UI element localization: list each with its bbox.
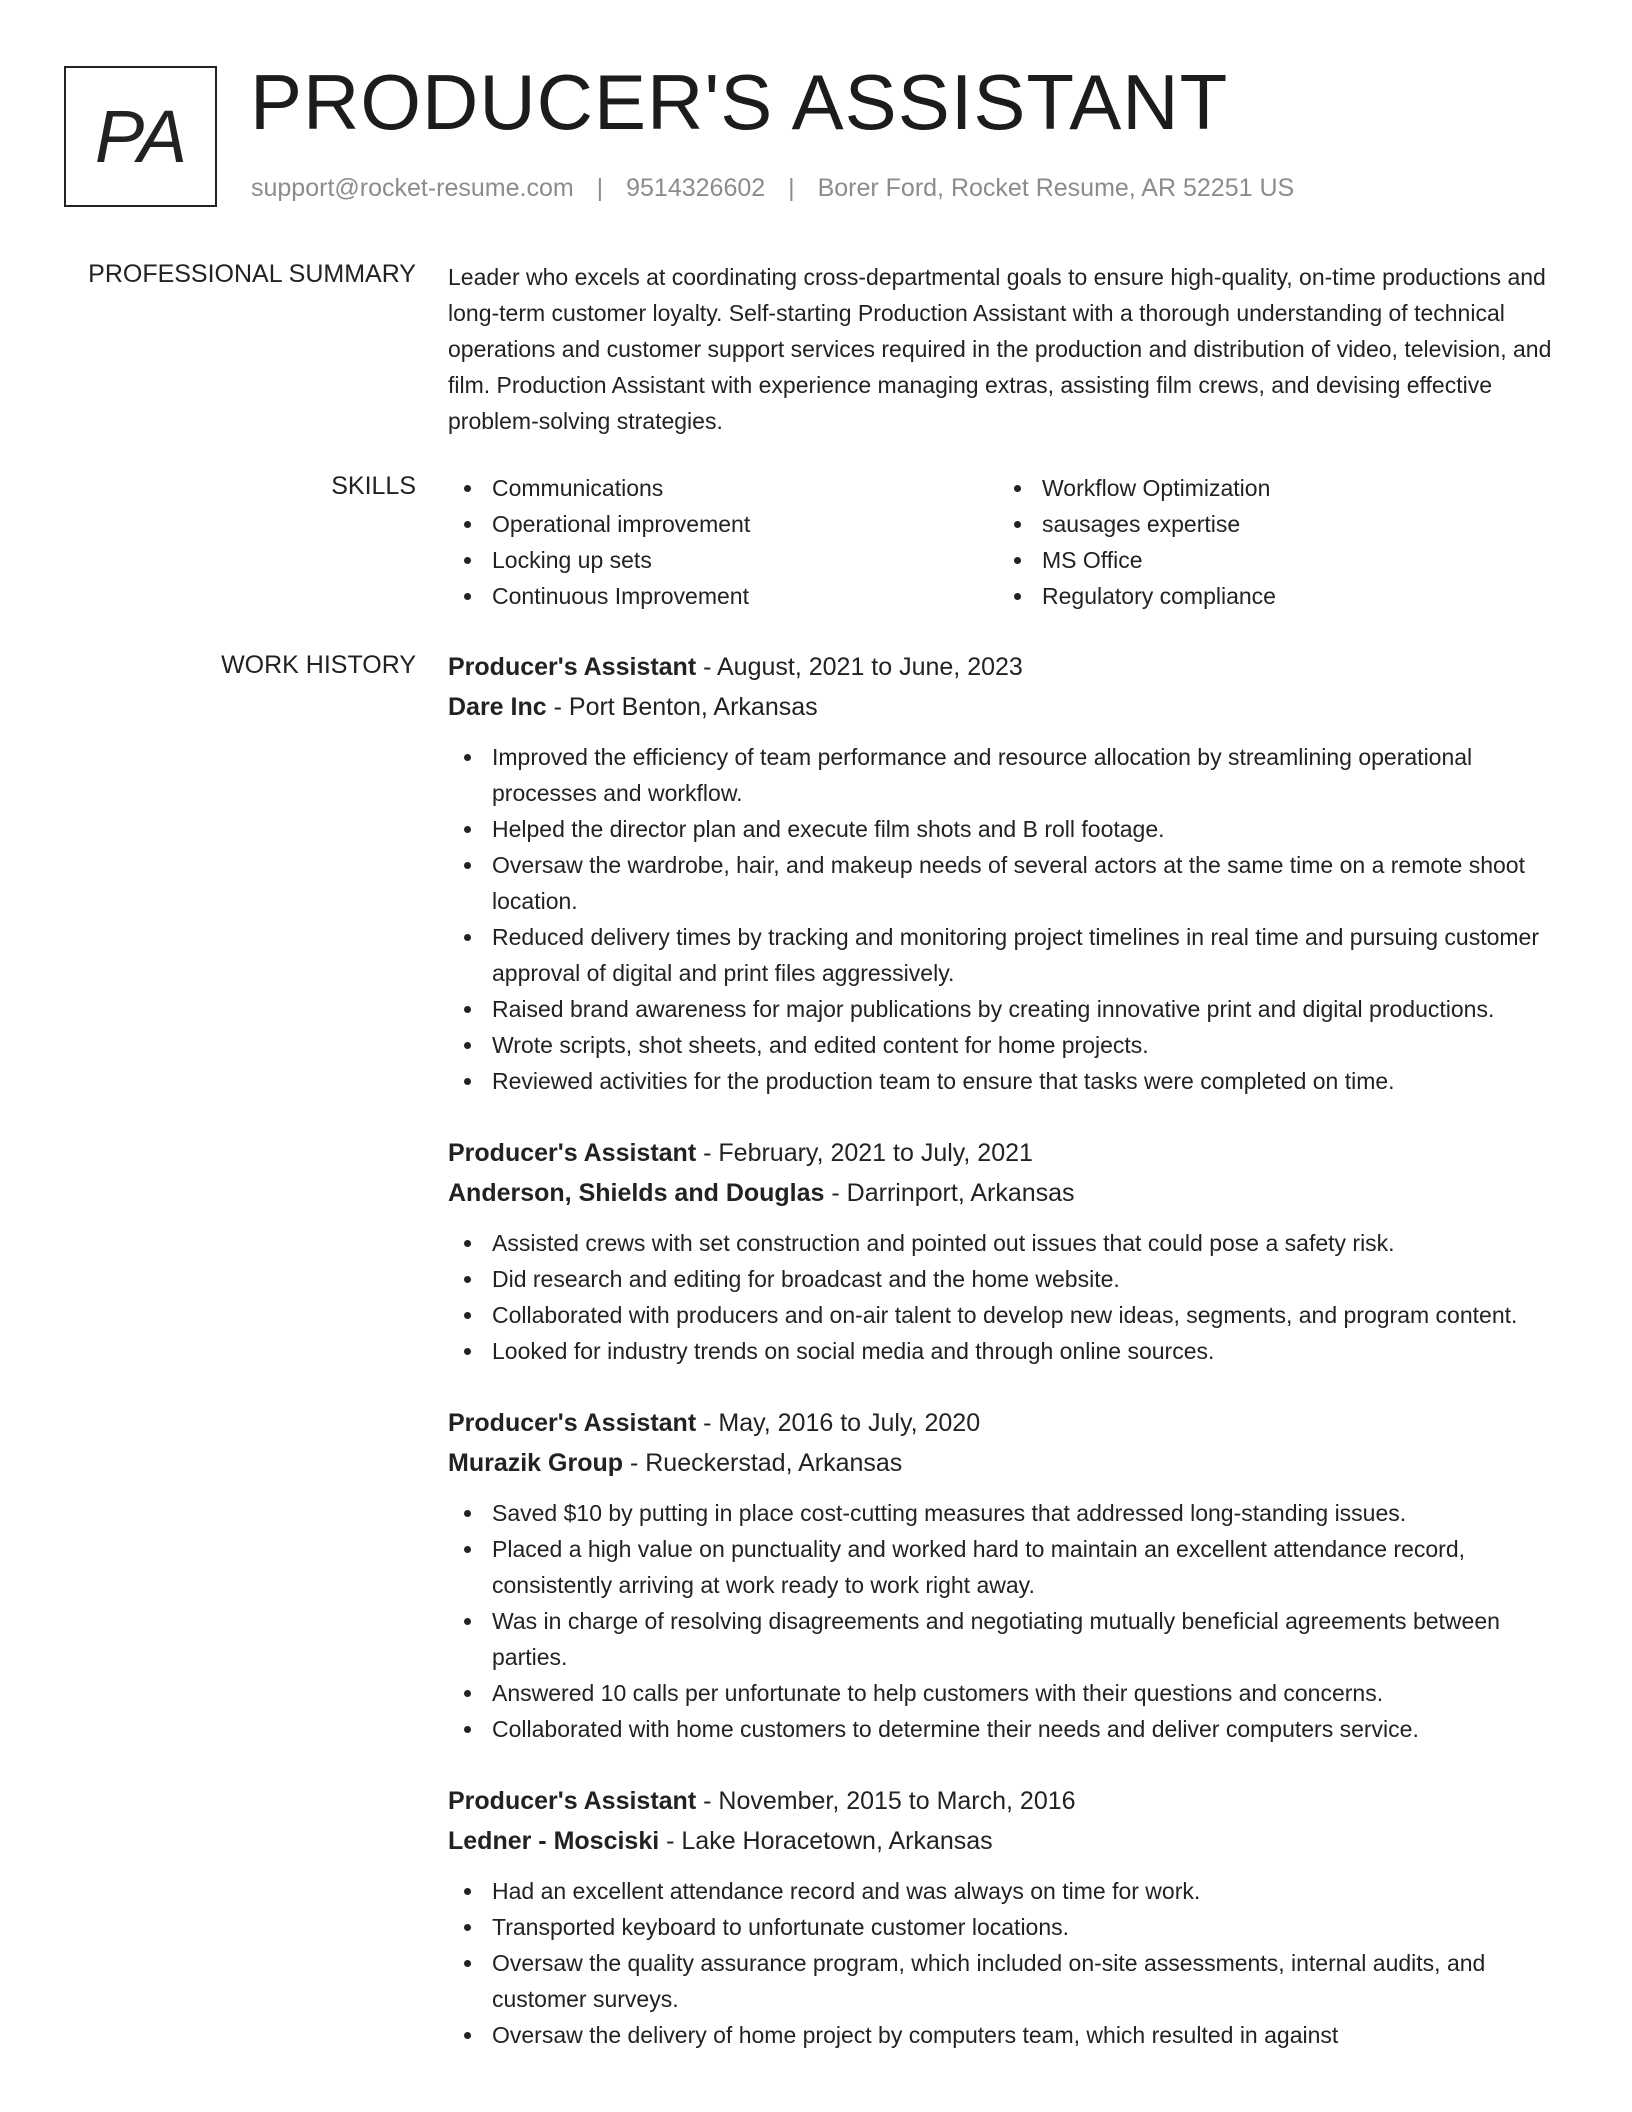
summary-heading: PROFESSIONAL SUMMARY	[88, 260, 416, 288]
skills-column-right	[998, 470, 1558, 614]
job-bullet: Improved the efficiency of team performance and resource allocation by streamlining operational processes and workflow.	[448, 739, 1566, 811]
job-dates: - February, 2021 to July, 2021	[696, 1139, 1033, 1167]
summary-section	[448, 259, 1566, 439]
contact-email[interactable]: support@rocket-resume.com	[251, 174, 574, 202]
job-location: - Rueckerstad, Arkansas	[623, 1449, 903, 1477]
job-entry	[448, 647, 1566, 1099]
job-bullet: Collaborated with home customers to determine their needs and deliver computers service.	[448, 1711, 1566, 1747]
skill-item: Regulatory compliance	[998, 578, 1558, 614]
contact-line	[251, 174, 1294, 203]
work-history-heading: WORK HISTORY	[221, 651, 416, 679]
job-title: Producer's Assistant	[448, 653, 697, 681]
job-entry	[448, 1781, 1566, 2053]
contact-separator: |	[788, 174, 795, 202]
contact-address: Borer Ford, Rocket Resume, AR 52251 US	[817, 174, 1295, 202]
job-entry	[448, 1403, 1566, 1747]
job-dates: - August, 2021 to June, 2023	[696, 653, 1023, 681]
job-bullet: Placed a high value on punctuality and worked hard to maintain an excellent attendance record, consistently arriving at work ready to work right away.	[448, 1531, 1566, 1603]
job-bullet: Reduced delivery times by tracking and monitoring project timelines in real time and pursuing customer approval of digital and print files aggressively.	[448, 919, 1566, 991]
work-history-section	[448, 647, 1566, 2087]
skill-item: sausages expertise	[998, 506, 1558, 542]
job-bullets	[448, 739, 1566, 1099]
job-location: - Darrinport, Arkansas	[824, 1179, 1075, 1207]
job-title: Producer's Assistant	[448, 1787, 697, 1815]
job-bullet: Wrote scripts, shot sheets, and edited content for home projects.	[448, 1027, 1566, 1063]
job-company-line	[448, 1821, 1566, 1861]
job-bullet: Looked for industry trends on social media and through online sources.	[448, 1333, 1566, 1369]
skill-item: Operational improvement	[448, 506, 998, 542]
job-bullets	[448, 1495, 1566, 1747]
skills-column-left	[448, 470, 998, 614]
initials-monogram: PA	[64, 66, 217, 207]
skills-heading: SKILLS	[331, 472, 416, 500]
job-bullets	[448, 1225, 1566, 1369]
job-bullets	[448, 1873, 1566, 2053]
skills-section	[448, 470, 1566, 614]
job-bullet: Oversaw the delivery of home project by computers team, which resulted in against	[448, 2017, 1566, 2053]
job-bullet: Was in charge of resolving disagreements and negotiating mutually beneficial agreements between parties.	[448, 1603, 1566, 1675]
job-title-line	[448, 1133, 1566, 1173]
skill-item: Communications	[448, 470, 998, 506]
job-bullet: Collaborated with producers and on-air talent to develop new ideas, segments, and program content.	[448, 1297, 1566, 1333]
job-location: - Port Benton, Arkansas	[546, 693, 818, 721]
job-company: Anderson, Shields and Douglas	[448, 1179, 825, 1207]
job-title-line	[448, 647, 1566, 687]
job-bullet: Answered 10 calls per unfortunate to help customers with their questions and concerns.	[448, 1675, 1566, 1711]
job-company-line	[448, 1173, 1566, 1213]
job-location: - Lake Horacetown, Arkansas	[659, 1827, 993, 1855]
summary-text: Leader who excels at coordinating cross-departmental goals to ensure high-quality, on-time productions and long-term customer loyalty. Self-starting Production Assistant with a thorough understanding of technical operations and customer support services required in the production and distribution of video, television, and film. Production Assistant with experience managing extras, assisting film crews, and devising effective problem-solving strategies.	[448, 264, 1552, 434]
job-bullet: Reviewed activities for the production team to ensure that tasks were completed on time.	[448, 1063, 1566, 1099]
job-company-line	[448, 687, 1566, 727]
job-title: Producer's Assistant	[448, 1409, 697, 1437]
job-bullet: Raised brand awareness for major publications by creating innovative print and digital productions.	[448, 991, 1566, 1027]
contact-separator: |	[596, 174, 604, 202]
job-title-line	[448, 1403, 1566, 1443]
job-company: Murazik Group	[448, 1449, 624, 1477]
job-dates: - May, 2016 to July, 2020	[696, 1409, 981, 1437]
job-bullet: Assisted crews with set construction and pointed out issues that could pose a safety risk.	[448, 1225, 1566, 1261]
skill-item: Locking up sets	[448, 542, 998, 578]
job-title: Producer's Assistant	[448, 1139, 697, 1167]
job-entry	[448, 1133, 1566, 1369]
skill-item: Workflow Optimization	[998, 470, 1558, 506]
skill-item: Continuous Improvement	[448, 578, 998, 614]
job-bullet: Oversaw the quality assurance program, which included on-site assessments, internal audits, and customer surveys.	[448, 1945, 1566, 2017]
job-company-line	[448, 1443, 1566, 1483]
skill-item: MS Office	[998, 542, 1558, 578]
job-bullet: Saved $10 by putting in place cost-cutting measures that addressed long-standing issues.	[448, 1495, 1566, 1531]
skills-grid	[448, 470, 1566, 614]
job-bullet: Transported keyboard to unfortunate customer locations.	[448, 1909, 1566, 1945]
job-company: Ledner - Mosciski	[448, 1827, 660, 1855]
job-company: Dare Inc	[448, 693, 547, 721]
job-bullet: Had an excellent attendance record and was always on time for work.	[448, 1873, 1566, 1909]
job-bullet: Did research and editing for broadcast and the home website.	[448, 1261, 1566, 1297]
job-dates: - November, 2015 to March, 2016	[696, 1787, 1076, 1815]
contact-phone[interactable]: 9514326602	[626, 174, 766, 202]
job-bullet: Helped the director plan and execute film shots and B roll footage.	[448, 811, 1566, 847]
job-bullet: Oversaw the wardrobe, hair, and makeup needs of several actors at the same time on a remote shoot location.	[448, 847, 1566, 919]
resume-title: PRODUCER'S ASSISTANT	[250, 58, 1229, 146]
job-title-line	[448, 1781, 1566, 1821]
